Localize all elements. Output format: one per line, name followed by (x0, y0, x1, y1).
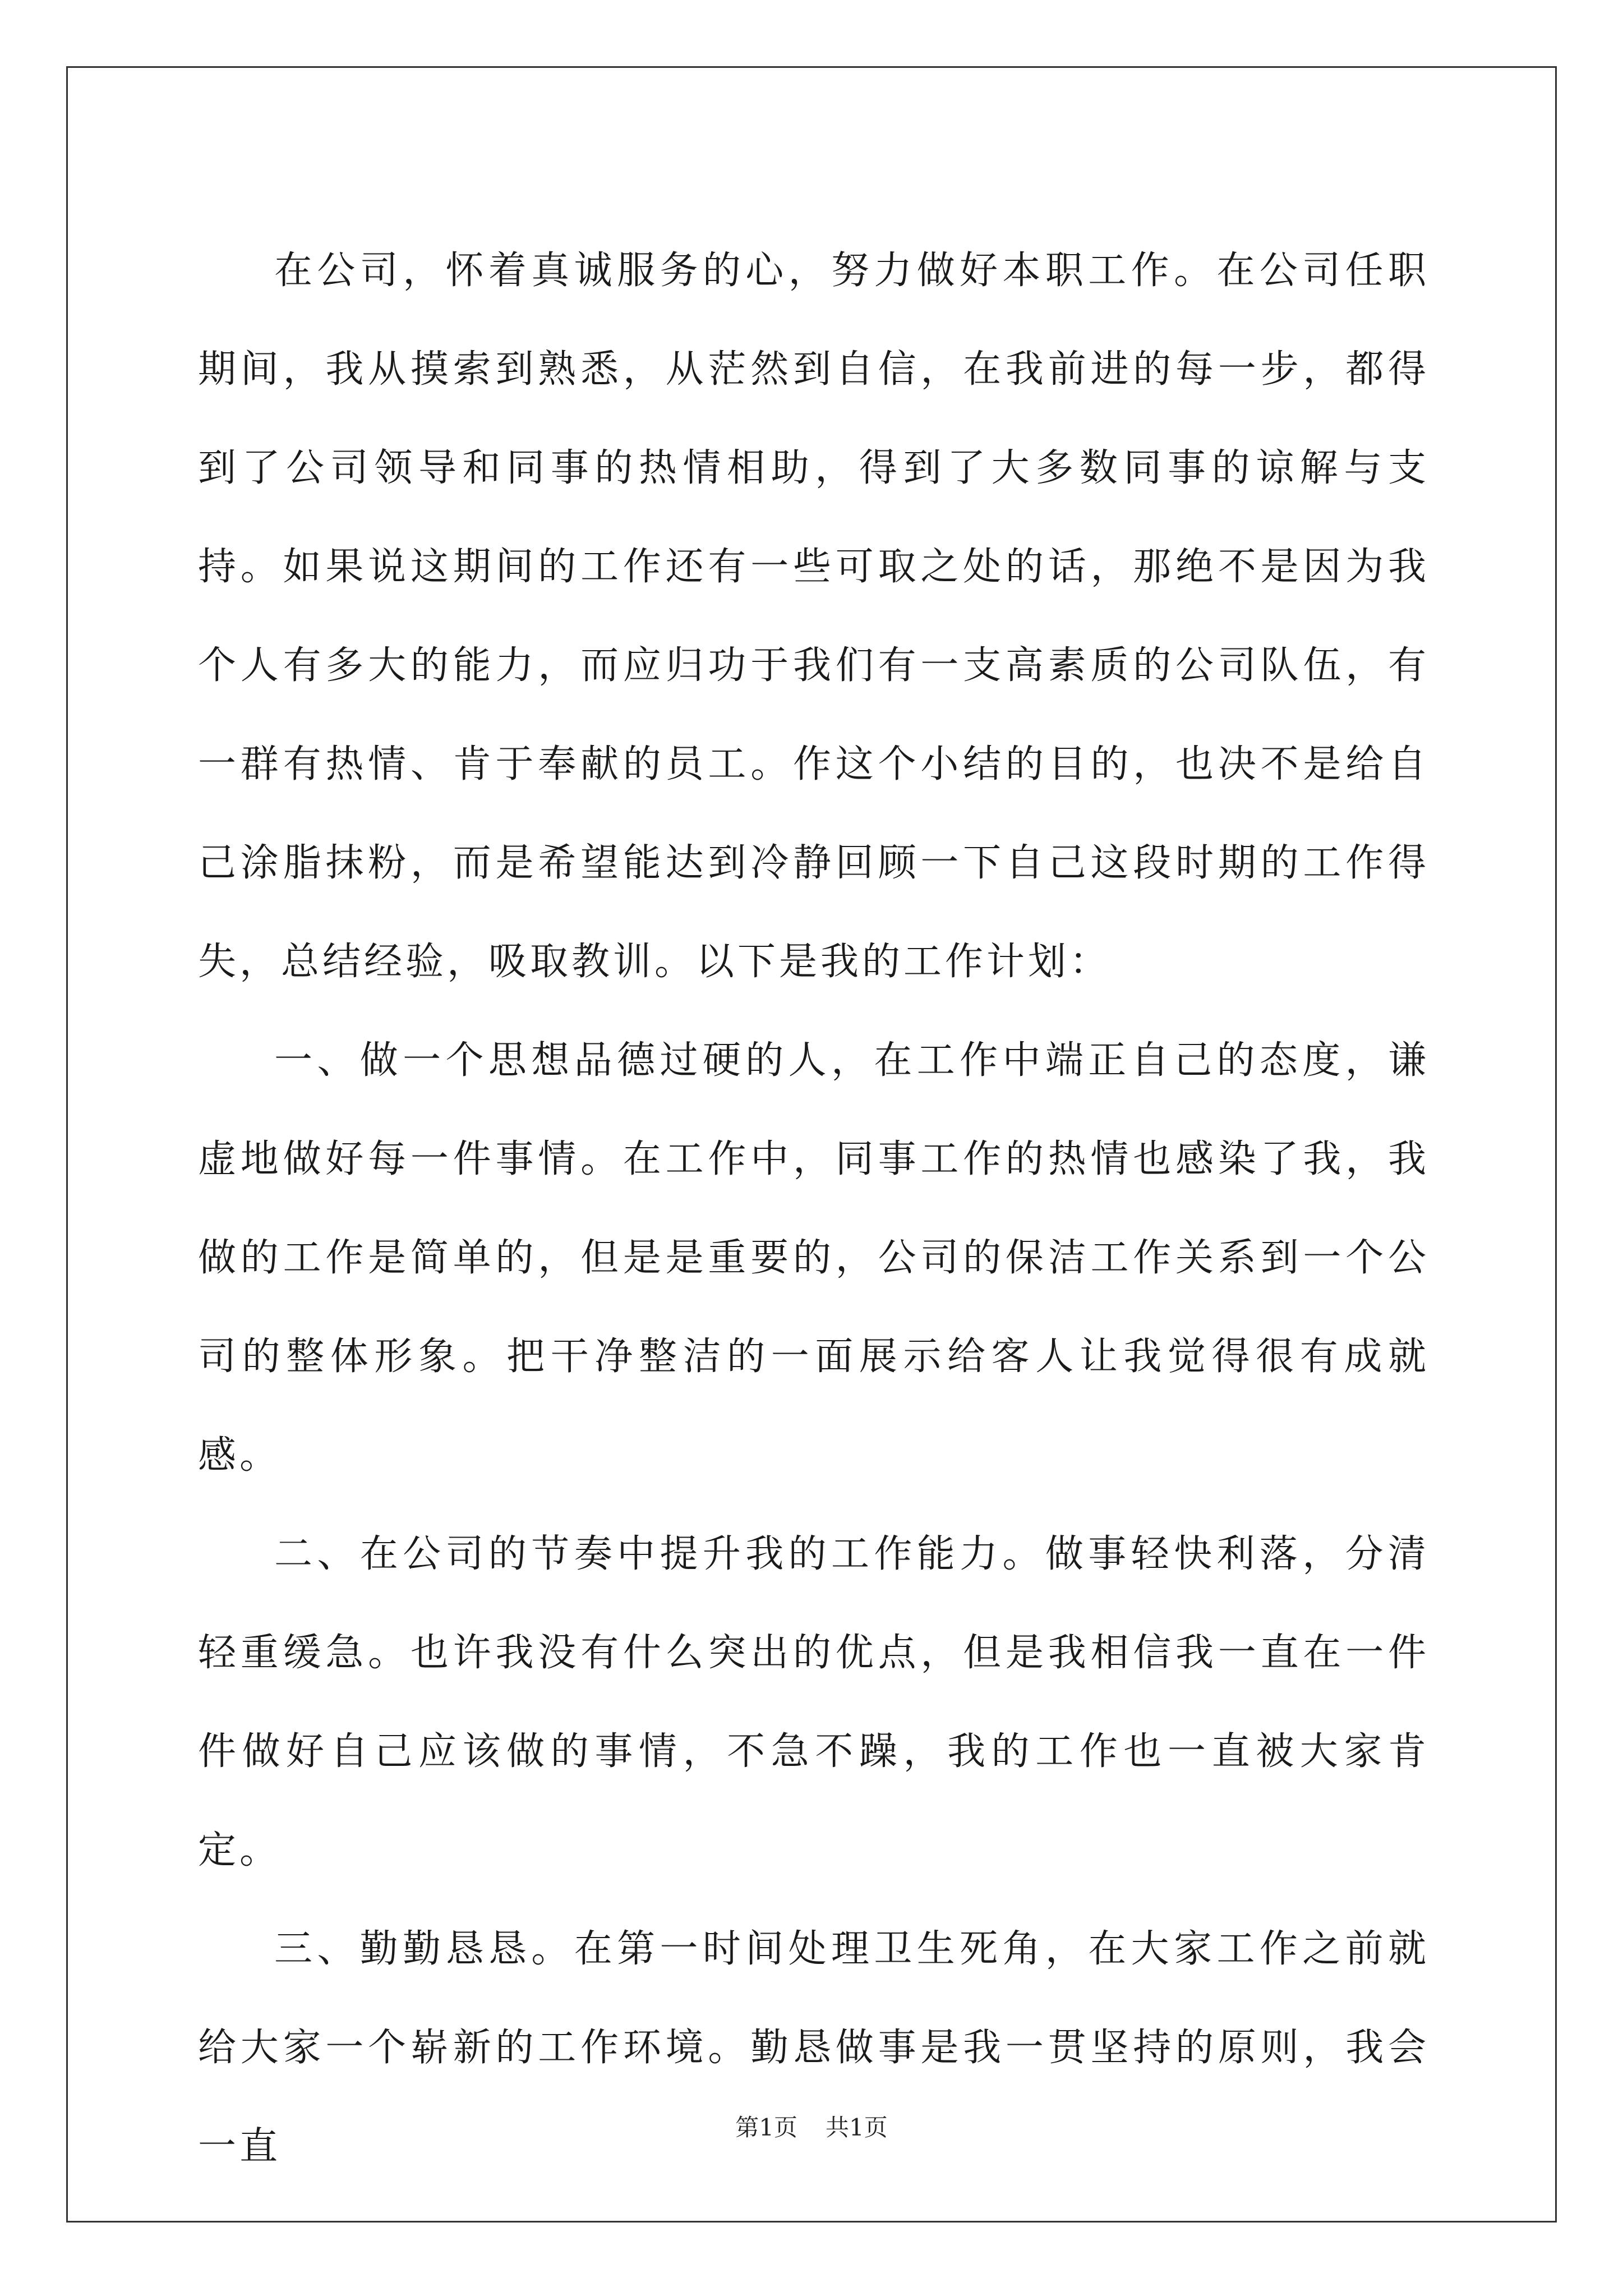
paragraph-point-two: 二、在公司的节奏中提升我的工作能力。做事轻快利落，分清轻重缓急。也许我没有什么突出的优点，但是我相信我一直在一件件做好自己应该做的事情，不急不躁，我的工作也一直被大家肯定。 (198, 1532, 1430, 1872)
page-footer (0, 2109, 1623, 2143)
paragraph-point-three: 三、勤勤恳恳。在第一时间处理卫生死角，在大家工作之前就给大家一个崭新的工作环境。勤恳做事是我一贯坚持的原则，我会一直 (198, 1927, 1430, 2169)
paragraph-point-one: 一、做一个思想品德过硬的人，在工作中端正自己的态度，谦虚地做好每一件事情。在工作中，同事工作的热情也感染了我，我做的工作是简单的，但是是重要的，公司的保洁工作关系到一个公司的整体形象。把干净整洁的一面展示给客人让我觉得很有成就感。 (198, 1038, 1430, 1478)
document-body (198, 222, 1430, 2196)
page-number-current: 第1页 (735, 2114, 797, 2141)
page-number-total: 共1页 (826, 2114, 888, 2141)
paragraph-intro: 在公司，怀着真诚服务的心，努力做好本职工作。在公司任职期间，我从摸索到熟悉，从茫然到自信，在我前进的每一步，都得到了公司领导和同事的热情相助，得到了大多数同事的谅解与支持。如果说这期间的工作还有一些可取之处的话，那绝不是因为我个人有多大的能力，而应归功于我们有一支高素质的公司队伍，有一群有热情、肯于奉献的员工。作这个小结的目的，也决不是给自己涂脂抹粉，而是希望能达到冷静回顾一下自己这段时期的工作得失，总结经验，吸取教训。以下是我的工作计划： (198, 249, 1430, 984)
